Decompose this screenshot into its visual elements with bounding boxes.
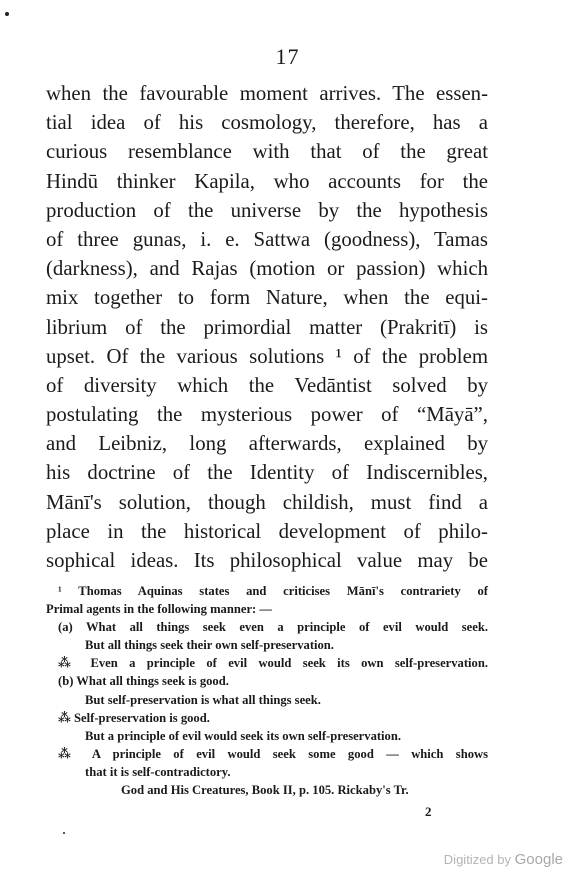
body-line: and Leibniz, long afterwards, explained by (46, 432, 488, 456)
body-line: mix together to form Nature, when the equi- (46, 286, 488, 310)
body-line: (darkness), and Rajas (motion or passion) which (46, 257, 488, 281)
body-line: tial idea of his cosmology, therefore, has a (46, 111, 488, 135)
page-number: 17 (275, 44, 300, 69)
footnote-citation: God and His Creatures, Book II, p. 105. Rickaby's Tr. (121, 783, 409, 798)
watermark-brand: Google (514, 851, 563, 868)
ink-speck (63, 832, 65, 834)
footnote-line: ⁂ A principle of evil would seek some good — which shows (58, 746, 488, 761)
body-line: his doctrine of the Identity of Indiscernibles, (46, 461, 488, 485)
footnote-line: ⁂ Even a principle of evil would seek its own self-preservation. (58, 656, 488, 671)
digitized-watermark (444, 851, 563, 868)
body-line: Mānī's solution, though childish, must find a (46, 490, 488, 514)
footnote (46, 582, 488, 799)
footnote-line: But a principle of evil would seek its own self-preservation. (85, 728, 402, 743)
footnote-line: Primal agents in the following manner: — (46, 602, 272, 617)
footnote-line: But self-preservation is what all things seek. (85, 692, 321, 707)
watermark-prefix: Digitized by (443, 852, 511, 867)
ink-speck (5, 12, 9, 16)
body-line: place in the historical development of philo- (46, 519, 488, 543)
body-line: librium of the primordial matter (Prakritī) is (46, 315, 488, 339)
body-line: postulating the mysterious power of “Māyā”, (46, 403, 488, 427)
body-line: when the favourable moment arrives. The essen- (46, 82, 488, 105)
signature-mark: 2 (425, 804, 432, 819)
footnote-line: (a) What all things seek even a principle of evil would seek. (58, 620, 488, 635)
body-text (46, 79, 488, 575)
body-line: production of the universe by the hypothesis (46, 198, 488, 222)
footnote-line: that it is self-contradictory. (85, 764, 231, 779)
footnote-line: ⁂ Self-preservation is good. (58, 710, 210, 725)
footnote-line: (b) What all things seek is good. (58, 674, 229, 689)
body-line: of three gunas, i. e. Sattwa (goodness), Tamas (46, 227, 488, 251)
body-line: of diversity which the Vedāntist solved by (46, 373, 488, 397)
body-line: curious resemblance with that of the great (46, 140, 488, 164)
footnote-line: But all things seek their own self-preservation. (85, 638, 334, 653)
body-line: upset. Of the various solutions ¹ of the problem (46, 344, 488, 368)
footnote-line: ¹ Thomas Aquinas states and criticises Mānī's contrariety of (58, 584, 488, 598)
body-line: sophical ideas. Its philosophical value may be (46, 549, 488, 572)
body-line: Hindū thinker Kapila, who accounts for the (46, 169, 488, 193)
